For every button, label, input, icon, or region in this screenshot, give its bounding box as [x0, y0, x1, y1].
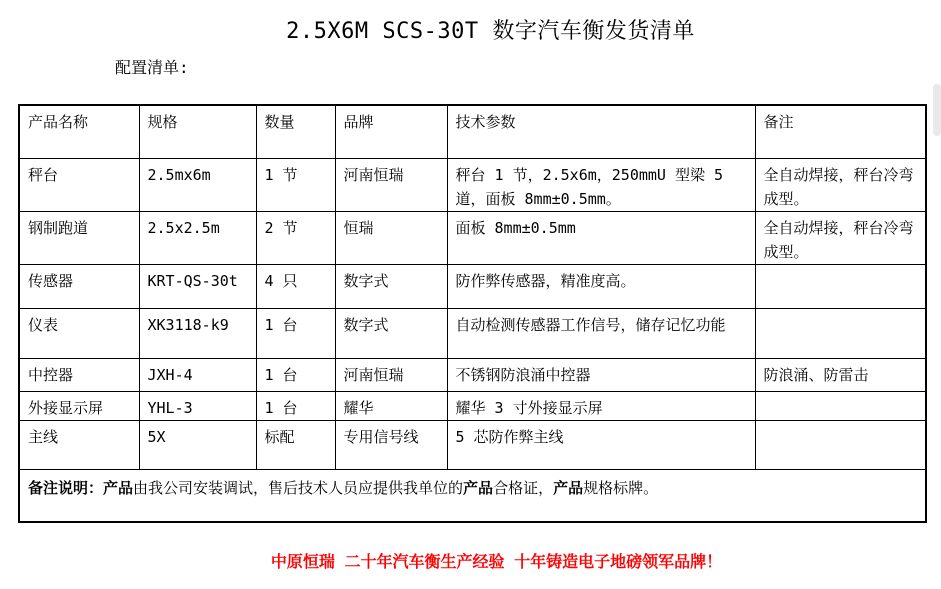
column-header: 产品名称 [19, 105, 139, 158]
cell-note [755, 308, 926, 358]
cell-qty: 1 台 [256, 358, 335, 391]
cell-spec: 2.5x2.5m [139, 211, 256, 264]
cell-params: 不锈钢防浪涌中控器 [447, 358, 755, 391]
cell-name: 钢制跑道 [19, 211, 139, 264]
cell-note: 全自动焊接，秤台冷弯成型。 [755, 211, 926, 264]
table-row [19, 158, 926, 211]
cell-name: 传感器 [19, 264, 139, 308]
cell-qty: 1 台 [256, 391, 335, 420]
cell-params: 面板 8mm±0.5mm [447, 211, 755, 264]
column-header: 技术参数 [447, 105, 755, 158]
section-label: 配置清单: [115, 58, 189, 77]
cell-name: 秤台 [19, 158, 139, 211]
table-row [19, 211, 926, 264]
column-header: 规格 [139, 105, 256, 158]
cell-note [755, 264, 926, 308]
footnote-part: 产品 [103, 478, 134, 497]
cell-params: 防作弊传感器，精准度高。 [447, 264, 755, 308]
footnote-part: 产品 [463, 478, 494, 497]
footnote-part: 规格标牌。 [583, 478, 659, 497]
cell-brand: 河南恒瑞 [335, 358, 447, 391]
slogan-text: 中原恒瑞 二十年汽车衡生产经验 十年铸造电子地磅领军品牌！ [270, 552, 723, 571]
column-header: 数量 [256, 105, 335, 158]
cell-note [755, 391, 926, 420]
footnote-row [19, 469, 926, 522]
table-row [19, 420, 926, 469]
table-header-row [19, 105, 926, 158]
cell-spec: YHL-3 [139, 391, 256, 420]
cell-note [755, 420, 926, 469]
spec-table [18, 104, 927, 523]
cell-params: 自动检测传感器工作信号，储存记忆功能 [447, 308, 755, 358]
cell-brand: 数字式 [335, 264, 447, 308]
cell-spec: JXH-4 [139, 358, 256, 391]
cell-brand: 河南恒瑞 [335, 158, 447, 211]
cell-params: 耀华 3 寸外接显示屏 [447, 391, 755, 420]
cell-qty: 标配 [256, 420, 335, 469]
cell-brand: 专用信号线 [335, 420, 447, 469]
cell-name: 仪表 [19, 308, 139, 358]
table-row [19, 358, 926, 391]
cell-name: 外接显示屏 [19, 391, 139, 420]
column-header: 品牌 [335, 105, 447, 158]
table-row [19, 264, 926, 308]
table-body [19, 158, 926, 469]
cell-name: 主线 [19, 420, 139, 469]
cell-brand: 数字式 [335, 308, 447, 358]
page-title: 2.5X6M SCS-30T 数字汽车衡发货清单 [286, 19, 695, 44]
footnote-cell [19, 469, 926, 522]
cell-brand: 耀华 [335, 391, 447, 420]
cell-qty: 1 台 [256, 308, 335, 358]
cell-name: 中控器 [19, 358, 139, 391]
footnote-part: 备注说明： [28, 478, 104, 497]
cell-params: 5 芯防作弊主线 [447, 420, 755, 469]
footnote-part: 由我公司安装调试，售后技术人员应提供我单位的 [133, 478, 464, 497]
table-row [19, 391, 926, 420]
cell-params: 秤台 1 节，2.5x6m，250mmU 型梁 5 道，面板 8mm±0.5mm。 [447, 158, 755, 211]
scrollbar-thumb[interactable] [933, 84, 941, 136]
cell-spec: 2.5mx6m [139, 158, 256, 211]
cell-spec: 5X [139, 420, 256, 469]
cell-qty: 4 只 [256, 264, 335, 308]
footnote-part: 产品 [553, 478, 584, 497]
cell-note: 全自动焊接，秤台冷弯成型。 [755, 158, 926, 211]
column-header: 备注 [755, 105, 926, 158]
cell-note: 防浪涌、防雷击 [755, 358, 926, 391]
cell-qty: 2 节 [256, 211, 335, 264]
cell-spec: KRT-QS-30t [139, 264, 256, 308]
cell-qty: 1 节 [256, 158, 335, 211]
table-row [19, 308, 926, 358]
cell-spec: XK3118-k9 [139, 308, 256, 358]
cell-brand: 恒瑞 [335, 211, 447, 264]
footnote-part: 合格证， [493, 478, 554, 497]
